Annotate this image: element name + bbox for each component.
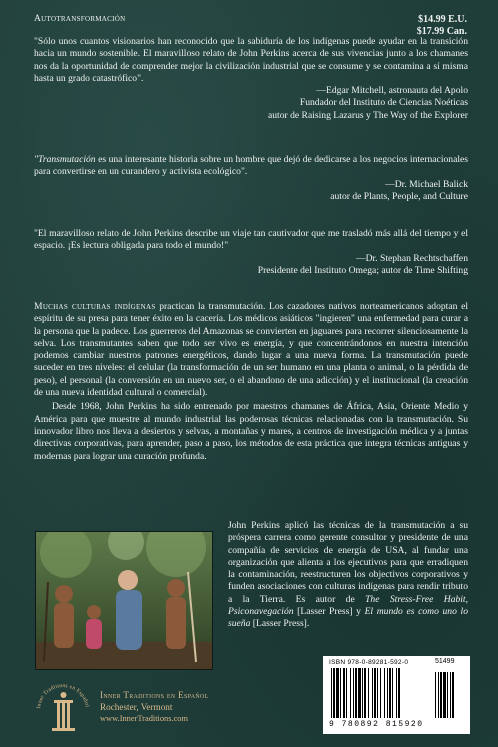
barcode-addon-number: 51499: [435, 658, 455, 665]
publisher-logo-icon: [34, 672, 92, 738]
description-paragraph-1: [34, 301, 468, 399]
barcode-bar: [353, 668, 354, 718]
barcode-number: 9 780892 815920: [329, 720, 424, 729]
quote-2-attr-line: —Dr. Michael Balick: [385, 178, 468, 190]
quote-1-attribution: [34, 85, 468, 122]
barcode-bar: [336, 668, 339, 718]
bio-text-mid: [Lasser Press] y: [293, 606, 365, 618]
description-body: [34, 301, 468, 463]
barcode-bar: [398, 668, 400, 718]
barcode-bar: [362, 668, 363, 718]
barcode-bar: [346, 668, 347, 718]
author-photo-image: [36, 532, 212, 669]
quote-3-attribution: [34, 253, 468, 278]
bio-books-2: El mundo es como uno lo sueña: [228, 606, 468, 630]
bio-books-1: The Stress-Free Habit, Psiconavegación: [228, 593, 468, 618]
barcode-bar: [372, 668, 373, 718]
quote-3-attr-line: Presidente del Instituto Omega; autor de Time Shifting: [257, 264, 468, 276]
barcode-bar: [392, 668, 393, 718]
barcode-addon-bar: [452, 672, 454, 718]
barcode-bar: [331, 668, 332, 718]
barcode-bar: [358, 668, 361, 718]
price-can: $17.99 Can.: [416, 26, 467, 37]
barcode-bar: [343, 668, 345, 718]
quote-1-attr-line: Fundador del Instituto de Ciencias Noéticas: [299, 97, 468, 109]
quote-1: [34, 36, 468, 122]
barcode-bar: [396, 668, 397, 718]
barcode-addon-bar: [443, 672, 446, 718]
barcode-addon-bar: [440, 672, 442, 718]
category-label: Autotransformación: [34, 14, 126, 24]
barcode-bar: [387, 668, 388, 718]
barcode-bar: [333, 668, 335, 718]
quote-2-attr-line: autor de Plants, People, and Culture: [330, 190, 468, 202]
quote-3: [34, 228, 468, 277]
publisher-web: www.InnerTraditions.com: [100, 714, 189, 723]
barcode-bar: [340, 668, 341, 718]
bio-text: John Perkins aplicó las técnicas de la transmutación a su próspera carrera como gerente consultor y presidente de una compañía de servicios de energía de USA, al fundar una organización que alienta a los ejecutivos para que erradiquen la contaminación, reestructuren los objectivos corporativos y funden asociaciones con culturas indígenas para rendir tributo a la Tierra. Es autor de: [228, 520, 468, 605]
barcode-bar: [384, 668, 385, 718]
author-photo: [35, 531, 213, 670]
quote-2-text: [34, 154, 468, 179]
lead-in: Muchas culturas indígenas: [34, 301, 156, 312]
isbn-label: ISBN 978-0-89281-592-0: [329, 659, 409, 666]
publisher-logo: [34, 672, 92, 738]
quote-3-attr-line: —Dr. Stephan Rechtschaffen: [356, 252, 468, 264]
barcode-bars: [329, 668, 465, 720]
price-us: $14.99 E.U.: [418, 14, 467, 25]
barcode-bar: [374, 668, 376, 718]
barcode-addon-bar: [435, 672, 436, 718]
barcode-bar: [364, 668, 366, 718]
price-block: [417, 14, 467, 38]
quote-1-text: "Sólo unos cuantos visionarios han reconocido que la sabiduría de los indígenas puede ayudar en la transición hacia un mundo sostenible. El maravilloso relato de John Perkins acerca de sus vivencias junto a los chamanes nos da la oportunidad de comprender mejor la civilización industrial que se consume y se contamina a sí misma hasta un grado catastrófico".: [34, 36, 468, 84]
quote-2: [34, 154, 468, 203]
barcode-addon-bar: [447, 672, 448, 718]
barcode-bar: [350, 668, 351, 718]
publisher-info: [100, 689, 209, 725]
barcode: [323, 656, 470, 734]
quote-1-attr-line: —Edgar Mitchell, astronauta del Apolo: [316, 85, 468, 97]
description-paragraph-2: Desde 1968, John Perkins ha sido entrenado por maestros chamanes de África, Asia, Oriente Medio y América para que muestre al mundo industrial las poderosas técnicas relacionadas con la transmutación. Su innovador libro nos lleva a desiertos y selvas, a montañas y mares, a centros de investigación médica y a juntas directivas corporativas, para aprender, paso a paso, los métodos de esta práctica que integra técnicas antiguas y modernas para lograr una curación profunda.: [34, 401, 468, 462]
quote-2-attribution: [34, 179, 468, 204]
logo-ring-text: Inner Traditions en Español: [36, 682, 90, 709]
author-bio: [228, 520, 468, 631]
barcode-bar: [355, 668, 357, 718]
paragraph-1-text: practican la transmutación. Los cazadores nativos norteamericanos adoptan el espíritu de su presa para tener éxito en la cacería. Los médicos asiáticos "ingieren" una enfermedad para curar a la persona que la padece. Los guerreros del Amazonas se convierten en jaguares para recorrer silenciosamente la selva. Los transmutantes saben que todo ser vivo es energía, y que concentrándonos en nuestra intención podemos cambiar nuestros patrones energéticos, dando lugar a una nueva forma. La transmutación puede suceder en tres niveles: el celular (la transformación de un ser humano en una planta o animal, o la pérdida de peso), el personal (la conversión en un nuevo ser, o el abandono de una adicción) y el institucional (la creación de una nueva identidad cultural o comercial).: [34, 301, 468, 399]
publisher-imprint: Inner Traditions en Español: [100, 690, 209, 700]
barcode-addon-bar: [438, 672, 439, 718]
quote-2-book-title: "Transmutación: [34, 154, 96, 165]
barcode-bar: [380, 668, 381, 718]
barcode-bar: [389, 668, 391, 718]
quote-2-body: es una interesante historia sobre un hombre que dejó de dedicarse a los negocios internacionales para convertirse en un curandero y activista ecológico".: [34, 154, 468, 178]
barcode-bar: [368, 668, 369, 718]
barcode-addon-bar: [450, 672, 451, 718]
publisher-city: Rochester, Vermont: [100, 702, 173, 712]
quote-3-text: "El maravilloso relato de John Perkins describe un viaje tan cautivador que me trasladó más allá del tiempo y el espacio. ¡Es lectura obligada para todo el mundo!": [34, 228, 468, 252]
bio-text-end: [Lasser Press].: [250, 618, 310, 630]
barcode-bar: [377, 668, 378, 718]
quote-1-attr-line: autor de Raising Lazarus y The Way of the Explorer: [267, 109, 468, 121]
